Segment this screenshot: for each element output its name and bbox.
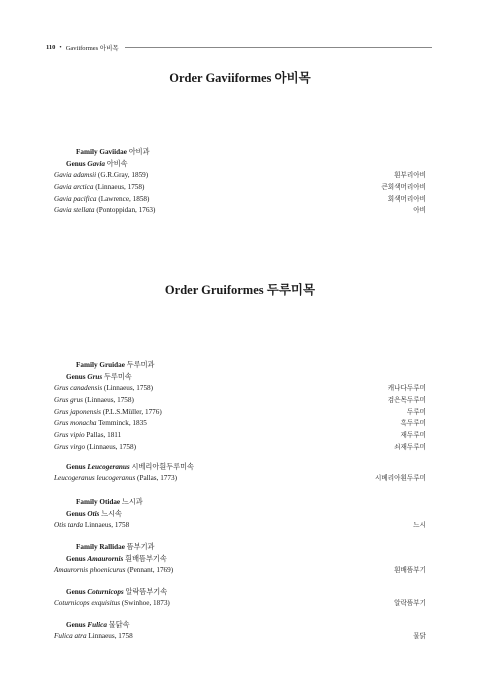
species-row [54,418,426,430]
family-name: Family Gruidae [76,361,125,369]
family-korean-name: 아비과 [128,148,150,156]
species-korean-name: 물닭 [413,633,426,640]
genus-label: Genus [66,373,86,381]
species-authority: Linnaeus, 1758 [84,521,130,529]
species-korean-name: 흰배뜸부기 [394,567,426,574]
genus-label: Genus [66,555,86,563]
running-header [46,40,432,54]
family-korean-name: 느시과 [121,498,143,506]
species-korean-name: 쇠재두루미 [394,443,426,451]
leucogeranus-section [54,461,426,485]
family-heading [54,496,426,508]
species-scientific-name: Gavia pacifica [54,194,97,203]
species-authority: (Swinhoe, 1873) [121,599,170,607]
family-heading [54,541,426,553]
genus-korean-name: 아비속 [106,160,128,168]
species-scientific-name: Fulica atra [54,632,87,640]
species-authority: Linnaeus, 1758 [88,632,133,640]
rallidae-section [54,541,426,577]
genus-heading [54,553,426,565]
species-row [54,598,426,610]
species-korean-name: 재두루미 [400,432,426,440]
species-row [54,205,426,217]
family-name: Family Rallidae [76,543,125,551]
species-korean-name: 회색머리아비 [387,195,426,203]
species-scientific-name: Coturnicops exquisitus [54,599,121,607]
genus-label: Genus [66,621,86,629]
species-row [54,565,426,577]
genus-label: Genus [66,510,86,518]
species-row [54,407,426,419]
genus-korean-name: 느시속 [101,510,122,518]
genus-heading [54,619,426,631]
species-row [54,383,426,395]
species-authority: (Pennant, 1769) [127,566,174,574]
species-authority: (G.R.Gray, 1859) [97,171,149,179]
family-heading [54,359,426,371]
species-korean-name: 아비 [413,207,426,215]
species-authority: (Lawrence, 1858) [98,194,150,203]
genus-korean-name: 시베리아흰두루미속 [131,463,195,471]
family-korean-name: 두루미과 [126,361,155,369]
species-scientific-name: Grus virgo [54,442,86,451]
species-row [54,442,426,454]
species-scientific-name: Gavia arctica [54,182,94,191]
species-row [54,194,426,206]
genus-label: Genus [66,160,86,168]
species-row [54,631,426,643]
species-authority: (Linnaeus, 1758) [86,442,136,451]
genus-name: Grus [87,373,103,381]
genus-heading [54,371,426,383]
species-scientific-name: Gavia adamsii [54,171,97,179]
species-scientific-name: Leucogeranus leucogeranus [54,474,136,482]
genus-name: Leucogeranus [87,463,130,471]
species-scientific-name: Grus monacha [54,419,97,428]
species-korean-name: 두루미 [406,408,426,416]
species-row [54,520,426,532]
species-authority: (Pallas, 1773) [137,474,177,482]
genus-korean-name: 흰배뜸부기속 [125,555,167,563]
species-authority: (Pontoppidan, 1763) [96,206,156,215]
species-authority: (Linnaeus, 1758) [95,182,145,191]
genus-heading [54,461,426,473]
genus-heading [54,586,426,598]
genus-name: Coturnicops [87,588,124,596]
species-authority: Pallas, 1811 [86,431,122,440]
species-scientific-name: Grus grus [54,395,83,404]
genus-name: Otis [87,510,100,518]
family-korean-name: 뜸부기과 [126,543,155,551]
species-korean-name: 알락뜸부기 [394,600,426,607]
species-scientific-name: Gavia stellata [54,206,95,215]
running-title: Gaviiformes 아비목 [65,44,119,52]
coturnicops-section [54,586,426,610]
species-korean-name: 큰회색머리아비 [381,183,426,191]
species-authority: (Linnaeus, 1758) [103,384,154,392]
species-korean-name: 흑두루미 [400,420,426,428]
species-korean-name: 시베리아흰두루미 [375,475,426,482]
species-row [54,395,426,407]
species-authority: (P.L.S.Müller, 1776) [102,407,162,416]
species-authority: (Linnaeus, 1758) [84,395,134,404]
genus-korean-name: 알락뜸부기속 [125,588,168,596]
family-name: Family Gaviidae [76,148,127,156]
genus-label: Genus [66,463,86,471]
otidae-section [54,496,426,532]
species-korean-name: 캐나다두루미 [387,385,426,392]
species-scientific-name: Amaurornis phoenicurus [54,566,126,574]
species-row [54,430,426,442]
genus-korean-name: 두루미속 [103,373,132,381]
genus-name: Amaurornis [87,555,124,563]
genus-label: Genus [66,588,86,596]
gruidae-section [54,359,426,454]
genus-heading [54,158,426,170]
family-heading [54,146,426,158]
species-authority: Temminck, 1835 [98,419,147,428]
gaviidae-section [54,146,426,217]
header-separator: • [59,43,62,51]
genus-name: Gavia [87,160,105,168]
genus-heading [54,508,426,520]
species-row [54,182,426,194]
species-scientific-name: Grus vipio [54,431,85,440]
order-title-gruiformes: Order Gruiformes 두루미목 [164,283,316,297]
fulica-section [54,619,426,643]
page-number: 110 [46,43,56,51]
family-name: Family Otidae [76,498,121,506]
header-rule [125,47,432,48]
order-title-gaviiformes: Order Gaviiformes 아비목 [169,71,311,85]
genus-korean-name: 물닭속 [108,621,130,629]
species-row [54,473,426,485]
genus-name: Fulica [87,621,107,629]
species-row [54,170,426,182]
species-korean-name: 흰부리아비 [394,172,426,179]
species-korean-name: 검은목두루미 [387,396,426,404]
species-scientific-name: Grus canadensis [54,384,103,392]
species-korean-name: 느시 [413,522,426,529]
species-scientific-name: Otis tarda [54,521,84,529]
species-scientific-name: Grus japonensis [54,407,101,416]
